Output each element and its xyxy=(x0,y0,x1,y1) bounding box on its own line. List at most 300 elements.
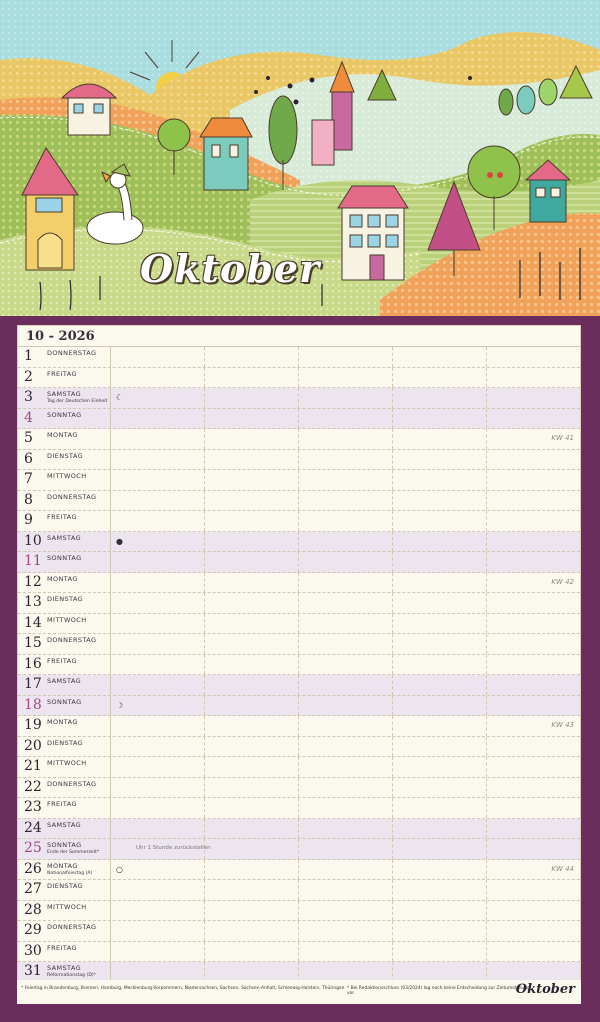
entry-cell[interactable] xyxy=(487,593,580,613)
day-row[interactable] xyxy=(18,757,580,778)
day-cell xyxy=(18,839,111,859)
entry-cell[interactable] xyxy=(487,409,580,429)
entry-cell[interactable] xyxy=(205,757,299,777)
entry-cell[interactable] xyxy=(299,614,393,634)
day-row[interactable] xyxy=(18,470,580,491)
day-cell xyxy=(18,573,111,593)
entry-cell[interactable] xyxy=(299,450,393,470)
day-number: 17 xyxy=(24,676,42,692)
entry-columns xyxy=(111,819,580,839)
entry-cell[interactable] xyxy=(299,573,393,593)
entry-cell[interactable] xyxy=(205,696,299,716)
entry-cell[interactable] xyxy=(393,716,487,736)
entry-cell[interactable] xyxy=(393,552,487,572)
entry-cell[interactable] xyxy=(299,860,393,880)
entry-columns xyxy=(111,593,580,613)
day-row[interactable] xyxy=(18,409,580,430)
entry-cell[interactable] xyxy=(111,819,205,839)
entry-cell[interactable] xyxy=(205,429,299,449)
day-number: 13 xyxy=(24,594,42,610)
entry-cell[interactable] xyxy=(111,716,205,736)
entry-columns xyxy=(111,860,580,880)
weekday-name: SONNTAG xyxy=(47,697,82,706)
day-row[interactable] xyxy=(18,716,580,737)
entry-cell[interactable] xyxy=(299,388,393,408)
day-row[interactable] xyxy=(18,593,580,614)
weekday-name: SAMSTAG xyxy=(47,677,82,685)
entry-cell[interactable] xyxy=(299,819,393,839)
day-row[interactable] xyxy=(18,511,580,532)
entry-cell[interactable] xyxy=(393,757,487,777)
month-illustration xyxy=(0,0,600,316)
weekday-name: SAMSTAG xyxy=(47,820,82,829)
entry-columns xyxy=(111,798,580,818)
entry-cell[interactable] xyxy=(111,880,205,900)
entry-cell[interactable] xyxy=(487,634,580,654)
entry-cell[interactable] xyxy=(111,429,205,449)
entry-cell[interactable] xyxy=(487,737,580,757)
entry-columns xyxy=(111,880,580,900)
entry-cell[interactable] xyxy=(299,696,393,716)
entry-cell[interactable] xyxy=(487,552,580,572)
entry-cell[interactable] xyxy=(393,593,487,613)
day-cell xyxy=(18,778,111,798)
week-number: KW 43 xyxy=(551,721,574,729)
day-row[interactable] xyxy=(18,532,580,553)
entry-cell[interactable] xyxy=(299,511,393,531)
day-rows xyxy=(18,347,580,983)
day-cell xyxy=(18,798,111,818)
entry-cell[interactable] xyxy=(299,409,393,429)
entry-cell[interactable] xyxy=(393,880,487,900)
entry-columns xyxy=(111,737,580,757)
weekday-name: MONTAG xyxy=(47,431,78,439)
entry-cell[interactable] xyxy=(111,388,205,408)
entry-cell[interactable] xyxy=(205,716,299,736)
day-number: 16 xyxy=(24,655,42,672)
weekday-name: DIENSTAG xyxy=(47,451,84,460)
calendar-footer xyxy=(17,980,581,1004)
holiday-label: Ende der Sommerzeit* xyxy=(47,850,100,855)
entry-cell[interactable] xyxy=(393,511,487,531)
entry-cell[interactable] xyxy=(111,347,205,367)
holiday-footnote: * Feiertag in Brandenburg, Bremen, Hamburg, Mecklenburg-Vorpommern, Niedersachsen, Sachsen, Sachsen-Anhalt, Schleswig-Holstein, Thüringen xyxy=(21,986,345,991)
entry-cell[interactable] xyxy=(205,450,299,470)
day-row[interactable] xyxy=(18,921,580,942)
entry-cell[interactable] xyxy=(299,655,393,675)
entry-cell[interactable] xyxy=(111,962,205,982)
entry-cell[interactable] xyxy=(205,860,299,880)
day-cell xyxy=(18,429,111,449)
weekday-name: SONNTAG xyxy=(47,554,82,562)
month-year-label: 10 - 2026 xyxy=(26,328,95,344)
day-row[interactable] xyxy=(18,778,580,799)
entry-columns xyxy=(111,347,580,367)
day-number: 15 xyxy=(24,635,42,651)
entry-cell[interactable] xyxy=(487,839,580,859)
entry-cell[interactable] xyxy=(487,450,580,470)
entry-cell[interactable] xyxy=(205,347,299,367)
day-cell xyxy=(18,409,111,429)
entry-cell[interactable] xyxy=(487,778,580,798)
entry-cell[interactable] xyxy=(205,614,299,634)
entry-cell[interactable] xyxy=(111,614,205,634)
entry-cell[interactable] xyxy=(111,491,205,511)
day-row[interactable] xyxy=(18,552,580,573)
entry-cell[interactable] xyxy=(111,778,205,798)
day-number: 30 xyxy=(24,942,42,959)
entry-cell[interactable] xyxy=(299,921,393,941)
entry-cell[interactable] xyxy=(111,675,205,695)
entry-cell[interactable] xyxy=(205,491,299,511)
entry-note: Uhr 1 Stunde zurückstellen xyxy=(136,845,211,851)
entry-cell[interactable] xyxy=(487,532,580,552)
day-cell xyxy=(18,511,111,531)
entry-cell[interactable] xyxy=(393,901,487,921)
day-cell xyxy=(18,716,111,736)
entry-cell[interactable] xyxy=(487,880,580,900)
entry-cell[interactable] xyxy=(111,901,205,921)
entry-cell[interactable] xyxy=(111,798,205,818)
entry-cell[interactable] xyxy=(111,450,205,470)
day-cell xyxy=(18,901,111,921)
dst-footnote: * Bei Redaktionsschluss (03/2024) lag noch keine Entscheidung zur Zeitumstellung vor. xyxy=(347,986,530,996)
day-number: 9 xyxy=(24,512,33,528)
entry-cell[interactable] xyxy=(487,942,580,962)
entry-columns xyxy=(111,614,580,634)
entry-cell[interactable] xyxy=(487,757,580,777)
day-row[interactable] xyxy=(18,880,580,901)
moon-phase-icon: ● xyxy=(116,536,123,546)
day-cell xyxy=(18,450,111,470)
entry-columns xyxy=(111,696,580,716)
weekday-name: SAMSTAG xyxy=(47,964,82,972)
entry-cell[interactable] xyxy=(487,675,580,695)
day-number: 5 xyxy=(24,430,33,446)
entry-cell[interactable] xyxy=(111,511,205,531)
entry-cell[interactable] xyxy=(487,470,580,490)
day-row[interactable] xyxy=(18,388,580,409)
entry-cell[interactable] xyxy=(299,901,393,921)
weekday-name: FREITAG xyxy=(47,513,77,521)
entry-cell[interactable] xyxy=(299,470,393,490)
day-number: 29 xyxy=(24,922,42,938)
day-row[interactable] xyxy=(18,675,580,696)
day-number: 1 xyxy=(24,348,33,364)
day-number: 21 xyxy=(24,758,42,774)
entry-cell[interactable] xyxy=(205,593,299,613)
day-cell xyxy=(18,757,111,777)
day-number: 27 xyxy=(24,881,42,897)
entry-columns xyxy=(111,921,580,941)
entry-cell[interactable] xyxy=(393,737,487,757)
entry-cell[interactable] xyxy=(393,573,487,593)
entry-cell[interactable] xyxy=(205,634,299,654)
entry-cell[interactable] xyxy=(205,839,299,859)
entry-cell[interactable] xyxy=(205,573,299,593)
entry-cell[interactable] xyxy=(205,901,299,921)
entry-columns xyxy=(111,491,580,511)
entry-cell[interactable] xyxy=(299,491,393,511)
entry-cell[interactable] xyxy=(205,675,299,695)
entry-cell[interactable] xyxy=(111,737,205,757)
day-number: 4 xyxy=(24,409,33,426)
entry-columns xyxy=(111,655,580,675)
entry-cell[interactable] xyxy=(111,552,205,572)
day-row[interactable] xyxy=(18,798,580,819)
day-row[interactable] xyxy=(18,942,580,963)
day-number: 6 xyxy=(24,450,33,467)
entry-cell[interactable] xyxy=(205,532,299,552)
weekday-name: DONNERSTAG xyxy=(47,349,97,357)
entry-cell[interactable] xyxy=(487,798,580,818)
day-cell xyxy=(18,532,111,552)
entry-columns xyxy=(111,450,580,470)
weekday-name: DONNERSTAG xyxy=(47,779,97,788)
entry-columns xyxy=(111,368,580,388)
entry-cell[interactable] xyxy=(487,921,580,941)
entry-cell[interactable] xyxy=(111,860,205,880)
entry-cell[interactable] xyxy=(205,819,299,839)
entry-cell[interactable] xyxy=(299,532,393,552)
entry-columns xyxy=(111,962,580,982)
entry-cell[interactable] xyxy=(393,429,487,449)
moon-phase-icon: ☽ xyxy=(116,700,124,710)
entry-columns xyxy=(111,675,580,695)
day-cell xyxy=(18,921,111,941)
entry-cell[interactable] xyxy=(299,368,393,388)
weekday-name: MITTWOCH xyxy=(47,759,87,767)
weekday-name: MITTWOCH xyxy=(47,902,87,911)
entry-cell[interactable] xyxy=(299,593,393,613)
entry-cell[interactable] xyxy=(111,532,205,552)
entry-cell[interactable] xyxy=(205,962,299,982)
weekday-name: SONNTAG xyxy=(47,410,82,419)
entry-cell[interactable] xyxy=(111,368,205,388)
day-row[interactable] xyxy=(18,839,580,860)
entry-cell[interactable] xyxy=(393,962,487,982)
weekday-name: FREITAG xyxy=(47,656,77,665)
entry-cell[interactable] xyxy=(299,839,393,859)
entry-cell[interactable] xyxy=(393,409,487,429)
weekday-name: MONTAG xyxy=(47,718,78,726)
entry-cell[interactable] xyxy=(393,368,487,388)
entry-cell[interactable] xyxy=(205,388,299,408)
entry-cell[interactable] xyxy=(111,655,205,675)
weekday-name: DONNERSTAG xyxy=(47,923,97,931)
entry-columns xyxy=(111,942,580,962)
entry-columns xyxy=(111,388,580,408)
day-row[interactable] xyxy=(18,614,580,635)
day-row[interactable] xyxy=(18,491,580,512)
entry-cell[interactable] xyxy=(111,757,205,777)
entry-cell[interactable] xyxy=(393,675,487,695)
entry-columns xyxy=(111,409,580,429)
entry-cell[interactable] xyxy=(111,470,205,490)
day-row[interactable] xyxy=(18,860,580,881)
weekday-name: DIENSTAG xyxy=(47,882,84,890)
day-row[interactable] xyxy=(18,655,580,676)
day-row[interactable] xyxy=(18,429,580,450)
entry-cell[interactable] xyxy=(393,450,487,470)
entry-columns xyxy=(111,901,580,921)
entry-columns xyxy=(111,573,580,593)
calendar-header xyxy=(18,326,580,347)
entry-cell[interactable] xyxy=(299,778,393,798)
day-number: 26 xyxy=(24,860,42,877)
weekday-name: DONNERSTAG xyxy=(47,636,97,644)
day-row[interactable] xyxy=(18,368,580,389)
day-number: 12 xyxy=(24,573,42,590)
week-number: KW 44 xyxy=(551,864,574,873)
entry-cell[interactable] xyxy=(393,470,487,490)
entry-cell[interactable] xyxy=(487,614,580,634)
day-number: 2 xyxy=(24,368,33,385)
entry-cell[interactable] xyxy=(393,942,487,962)
entry-cell[interactable] xyxy=(393,655,487,675)
entry-cell[interactable] xyxy=(393,634,487,654)
day-number: 25 xyxy=(24,840,42,856)
entry-cell[interactable] xyxy=(393,696,487,716)
entry-cell[interactable] xyxy=(111,942,205,962)
month-title: Oktober xyxy=(140,246,321,291)
entry-cell[interactable] xyxy=(111,921,205,941)
entry-cell[interactable] xyxy=(299,962,393,982)
weekday-name: MONTAG xyxy=(47,574,78,583)
entry-cell[interactable] xyxy=(299,757,393,777)
day-cell xyxy=(18,860,111,880)
entry-cell[interactable] xyxy=(205,511,299,531)
entry-cell[interactable] xyxy=(205,778,299,798)
weekday-name: FREITAG xyxy=(47,800,77,808)
day-number: 28 xyxy=(24,901,42,918)
entry-cell[interactable] xyxy=(205,368,299,388)
entry-cell[interactable] xyxy=(205,737,299,757)
entry-cell[interactable] xyxy=(487,347,580,367)
entry-cell[interactable] xyxy=(299,942,393,962)
entry-cell[interactable] xyxy=(299,347,393,367)
entry-cell[interactable] xyxy=(393,532,487,552)
entry-cell[interactable] xyxy=(393,798,487,818)
entry-cell[interactable] xyxy=(299,634,393,654)
entry-cell[interactable] xyxy=(299,737,393,757)
entry-cell[interactable] xyxy=(487,962,580,982)
holiday-label: Nationalfeiertag (A) xyxy=(47,870,93,876)
day-number: 7 xyxy=(24,471,33,487)
entry-cell[interactable] xyxy=(205,470,299,490)
entry-cell[interactable] xyxy=(487,368,580,388)
entry-cell[interactable] xyxy=(205,798,299,818)
entry-cell[interactable] xyxy=(487,819,580,839)
entry-columns xyxy=(111,634,580,654)
entry-cell[interactable] xyxy=(487,511,580,531)
weekday-name: SAMSTAG xyxy=(47,390,82,398)
entry-cell[interactable] xyxy=(393,347,487,367)
entry-cell[interactable] xyxy=(205,942,299,962)
entry-cell[interactable] xyxy=(111,634,205,654)
entry-cell[interactable] xyxy=(299,798,393,818)
entry-cell[interactable] xyxy=(205,655,299,675)
entry-columns xyxy=(111,429,580,449)
entry-cell[interactable] xyxy=(299,429,393,449)
day-cell xyxy=(18,962,111,982)
entry-cell[interactable] xyxy=(487,901,580,921)
day-cell xyxy=(18,552,111,572)
entry-cell[interactable] xyxy=(205,880,299,900)
day-row[interactable] xyxy=(18,347,580,368)
entry-cell[interactable] xyxy=(111,593,205,613)
day-cell xyxy=(18,368,111,388)
entry-cell[interactable] xyxy=(393,921,487,941)
entry-cell[interactable] xyxy=(393,839,487,859)
entry-columns xyxy=(111,532,580,552)
entry-cell[interactable] xyxy=(487,655,580,675)
calendar-grid xyxy=(17,325,581,980)
entry-cell[interactable] xyxy=(393,388,487,408)
entry-columns xyxy=(111,716,580,736)
day-number: 14 xyxy=(24,614,42,631)
day-cell xyxy=(18,614,111,634)
entry-cell[interactable] xyxy=(205,552,299,572)
day-row[interactable] xyxy=(18,450,580,471)
entry-cell[interactable] xyxy=(393,614,487,634)
entry-cell[interactable] xyxy=(205,409,299,429)
weekday-name: FREITAG xyxy=(47,369,77,378)
entry-cell[interactable] xyxy=(205,921,299,941)
day-cell xyxy=(18,942,111,962)
entry-cell[interactable] xyxy=(487,491,580,511)
week-number: KW 41 xyxy=(551,434,574,442)
entry-cell[interactable] xyxy=(393,778,487,798)
moon-phase-icon: ○ xyxy=(116,864,123,874)
weekday-name: DONNERSTAG xyxy=(47,492,97,501)
entry-cell[interactable] xyxy=(299,552,393,572)
entry-cell[interactable] xyxy=(299,716,393,736)
weekday-name: FREITAG xyxy=(47,943,77,952)
day-row[interactable] xyxy=(18,737,580,758)
day-number: 24 xyxy=(24,819,42,836)
day-number: 31 xyxy=(24,963,42,979)
weekday-name: MITTWOCH xyxy=(47,615,87,624)
day-row[interactable] xyxy=(18,696,580,717)
day-row[interactable] xyxy=(18,573,580,594)
day-number: 22 xyxy=(24,778,42,795)
day-row[interactable] xyxy=(18,634,580,655)
day-number: 10 xyxy=(24,532,42,549)
day-number: 11 xyxy=(24,553,42,569)
day-cell xyxy=(18,634,111,654)
entry-columns xyxy=(111,778,580,798)
entry-cell[interactable] xyxy=(111,409,205,429)
entry-cell[interactable] xyxy=(111,573,205,593)
day-cell xyxy=(18,347,111,367)
entry-cell[interactable] xyxy=(299,880,393,900)
entry-cell[interactable] xyxy=(487,388,580,408)
entry-cell[interactable] xyxy=(393,819,487,839)
day-cell xyxy=(18,388,111,408)
entry-cell[interactable] xyxy=(393,491,487,511)
entry-cell[interactable] xyxy=(299,675,393,695)
entry-cell[interactable] xyxy=(111,696,205,716)
entry-cell[interactable] xyxy=(393,860,487,880)
weekday-name: MONTAG xyxy=(47,861,78,870)
day-row[interactable] xyxy=(18,901,580,922)
entry-cell[interactable] xyxy=(487,696,580,716)
day-row[interactable] xyxy=(18,819,580,840)
day-cell xyxy=(18,491,111,511)
day-cell xyxy=(18,819,111,839)
week-number: KW 42 xyxy=(551,577,574,586)
